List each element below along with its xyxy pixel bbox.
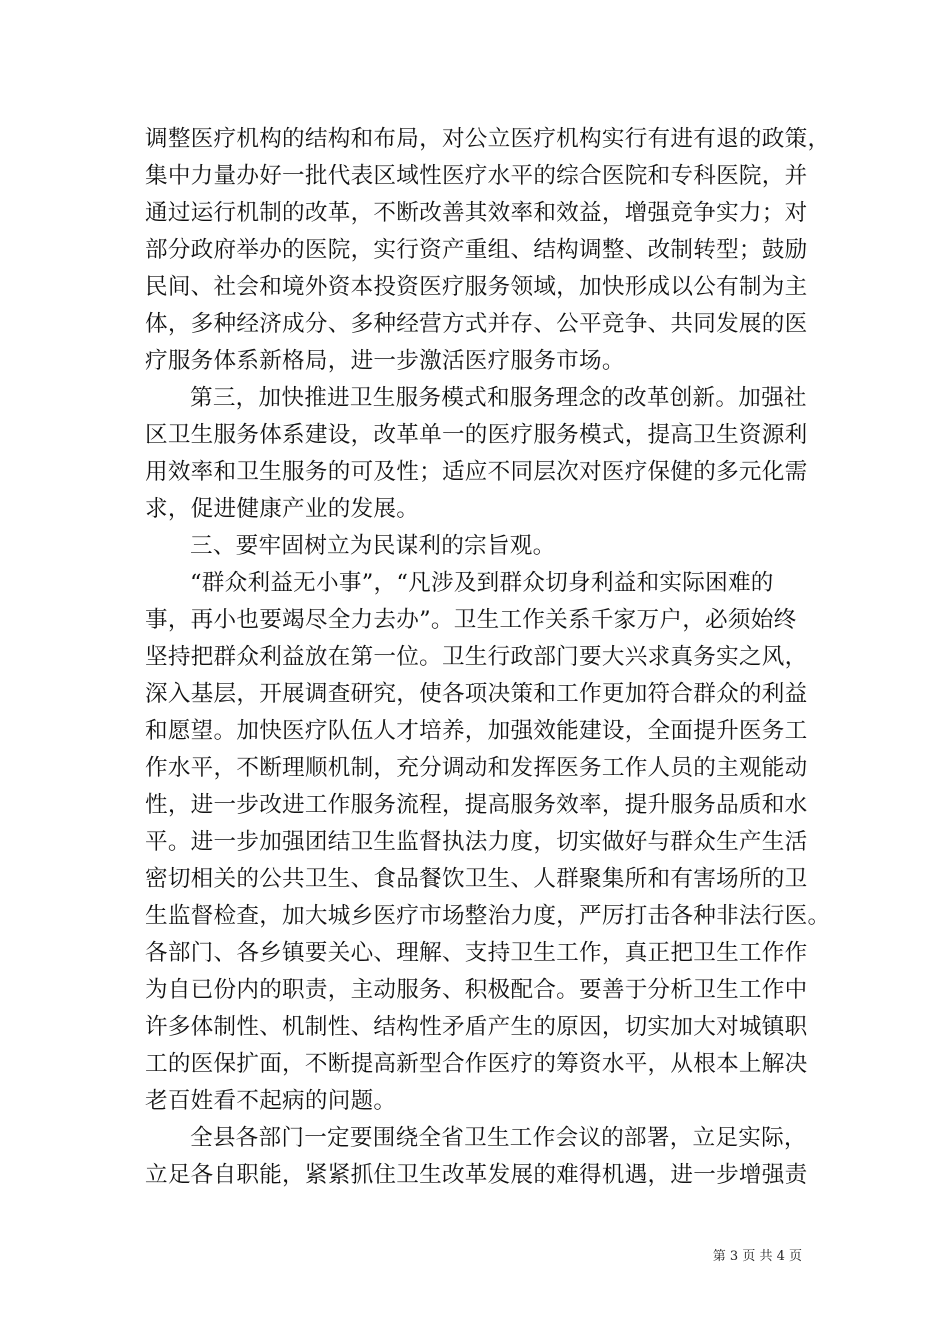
text-line: 作水平，不断理顺机制，充分调动和发挥医务工作人员的主观能动 bbox=[145, 755, 808, 781]
text-line: 通过运行机制的改革，不断改善其效率和效益，增强竞争实力；对 bbox=[145, 200, 808, 226]
text-line: 坚持把群众利益放在第一位。卫生行政部门要大兴求真务实之风， bbox=[145, 644, 808, 670]
text-line: 各部门、各乡镇要关心、理解、支持卫生工作，真正把卫生工作作 bbox=[145, 940, 808, 966]
text-line: 求，促进健康产业的发展。 bbox=[145, 496, 420, 522]
text-line: 部分政府举办的医院，实行资产重组、结构调整、改制转型；鼓励 bbox=[145, 237, 808, 263]
paragraph-start-line: “群众利益无小事”，“凡涉及到群众切身利益和实际困难的 bbox=[190, 570, 774, 596]
page-number-footer: 第 3 页 共 4 页 bbox=[712, 1249, 802, 1264]
text-line: 深入基层，开展调查研究，使各项决策和工作更加符合群众的利益 bbox=[145, 681, 808, 707]
text-line: 性，进一步改进工作服务流程，提高服务效率，提升服务品质和水 bbox=[145, 792, 808, 818]
text-line: 密切相关的公共卫生、食品餐饮卫生、人群聚集所和有害场所的卫 bbox=[145, 866, 808, 892]
text-line: 立足各自职能，紧紧抓住卫生改革发展的难得机遇，进一步增强责 bbox=[145, 1162, 808, 1188]
text-line: 区卫生服务体系建设，改革单一的医疗服务模式，提高卫生资源利 bbox=[145, 422, 808, 448]
text-line: 工的医保扩面，不断提高新型合作医疗的筹资水平，从根本上解决 bbox=[145, 1051, 808, 1077]
text-line: 疗服务体系新格局，进一步激活医疗服务市场。 bbox=[145, 348, 625, 374]
paragraph-start-line: 全县各部门一定要围绕全省卫生工作会议的部署，立足实际， bbox=[190, 1125, 807, 1151]
text-line: 事，再小也要竭尽全力去办”。卫生工作关系千家万户，必须始终 bbox=[145, 607, 797, 633]
text-line: 民间、社会和境外资本投资医疗服务领域，加快形成以公有制为主 bbox=[145, 274, 808, 300]
section-heading: 三、要牢固树立为民谋利的宗旨观。 bbox=[190, 533, 556, 559]
text-line: 老百姓看不起病的问题。 bbox=[145, 1088, 397, 1114]
text-line: 为自已份内的职责，主动服务、积极配合。要善于分析卫生工作中 bbox=[145, 977, 808, 1003]
text-line: 体，多种经济成分、多种经营方式并存、公平竞争、共同发展的医 bbox=[145, 311, 808, 337]
text-line: 集中力量办好一批代表区域性医疗水平的综合医院和专科医院，并 bbox=[145, 163, 808, 189]
text-line: 调整医疗机构的结构和布局，对公立医疗机构实行有进有退的政策， bbox=[145, 126, 831, 152]
text-line: 和愿望。加快医疗队伍人才培养，加强效能建设，全面提升医务工 bbox=[145, 718, 808, 744]
paragraph-start-line: 第三，加快推进卫生服务模式和服务理念的改革创新。加强社 bbox=[190, 385, 807, 411]
text-line: 平。进一步加强团结卫生监督执法力度，切实做好与群众生产生活 bbox=[145, 829, 808, 855]
text-line: 生监督检查，加大城乡医疗市场整治力度，严厉打击各种非法行医。 bbox=[145, 903, 831, 929]
text-line: 许多体制性、机制性、结构性矛盾产生的原因，切实加大对城镇职 bbox=[145, 1014, 808, 1040]
text-line: 用效率和卫生服务的可及性；适应不同层次对医疗保健的多元化需 bbox=[145, 459, 808, 485]
